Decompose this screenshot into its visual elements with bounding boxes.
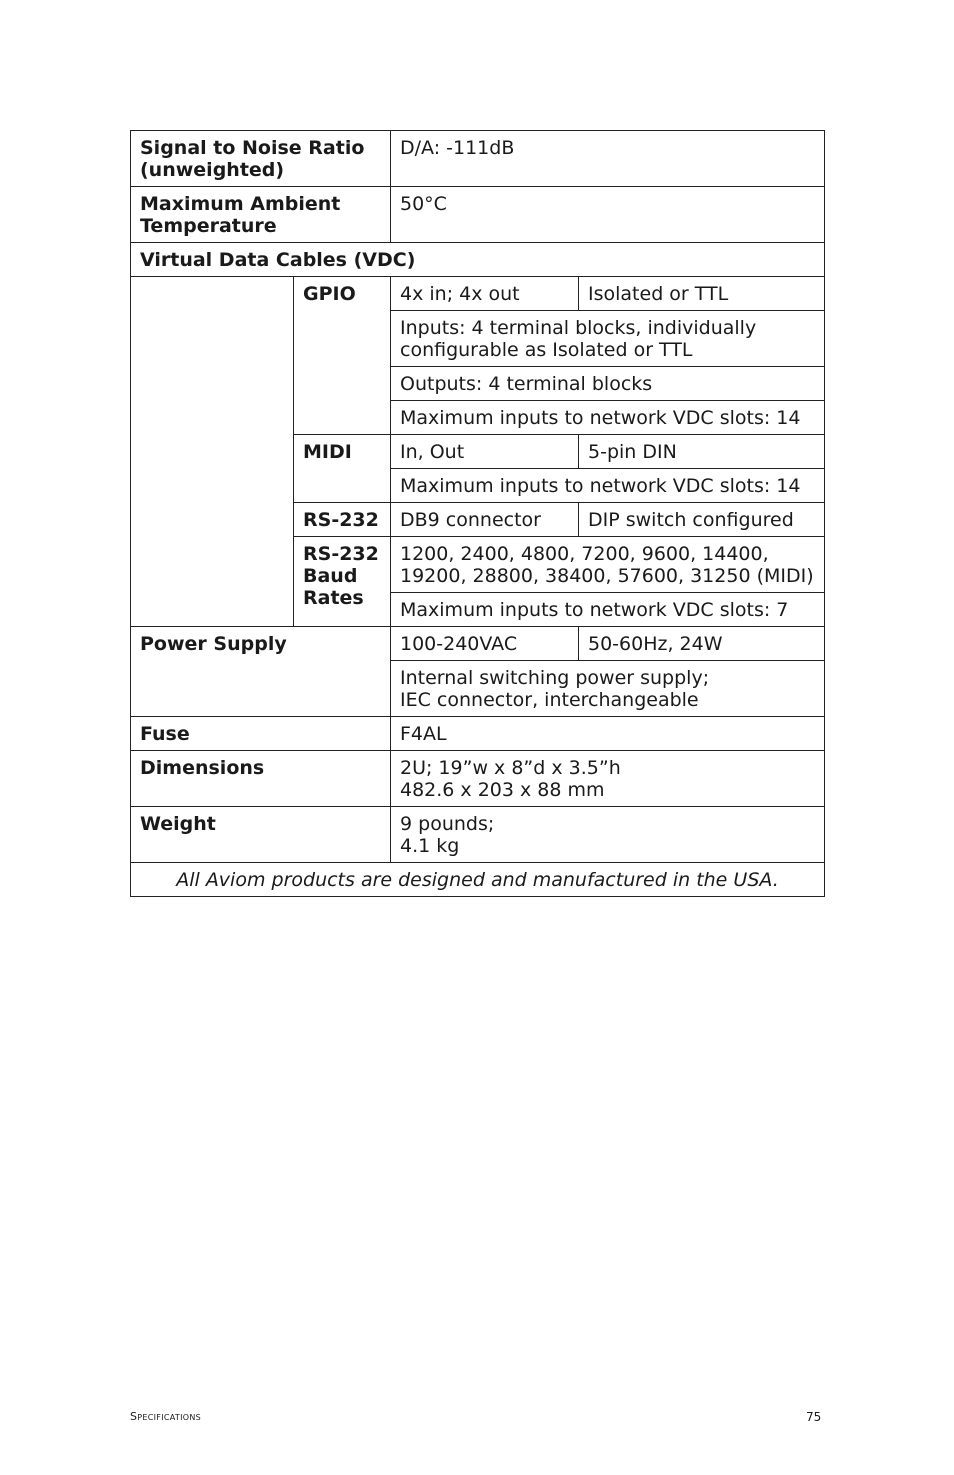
table-row xyxy=(131,187,825,243)
baud-max-slots: Maximum inputs to network VDC slots: 7 xyxy=(391,593,825,627)
snr-label: Signal to Noise Ratio (unweighted) xyxy=(131,131,391,187)
table-row xyxy=(131,243,825,277)
midi-connector: 5-pin DIN xyxy=(579,435,825,469)
weight-line1: 9 pounds; xyxy=(400,813,495,835)
spec-table xyxy=(130,130,825,897)
temperature-value: 50°C xyxy=(391,187,825,243)
dimensions-line1: 2U; 19”w x 8”d x 3.5”h xyxy=(400,757,621,779)
gpio-label: GPIO xyxy=(294,277,391,435)
table-row xyxy=(131,131,825,187)
table-row xyxy=(131,751,825,807)
midi-max-slots: Maximum inputs to network VDC slots: 14 xyxy=(391,469,825,503)
table-row xyxy=(131,863,825,897)
weight-label: Weight xyxy=(131,807,391,863)
rs232-config: DIP switch configured xyxy=(579,503,825,537)
baud-rates: 1200, 2400, 4800, 7200, 9600, 14400, 19200, 28800, 38400, 57600, 31250 (MIDI) xyxy=(391,537,825,593)
midi-label: MIDI xyxy=(294,435,391,503)
weight-value xyxy=(391,807,825,863)
dimensions-value xyxy=(391,751,825,807)
vdc-title: Virtual Data Cables (VDC) xyxy=(131,243,825,277)
gpio-io: 4x in; 4x out xyxy=(391,277,579,311)
gpio-outputs: Outputs: 4 terminal blocks xyxy=(391,367,825,401)
power-label: Power Supply xyxy=(131,627,391,717)
power-description xyxy=(391,661,825,717)
power-voltage: 100-240VAC xyxy=(391,627,579,661)
footer-section-title: Specifications xyxy=(130,1410,202,1423)
fuse-value: F4AL xyxy=(391,717,825,751)
rs232-connector: DB9 connector xyxy=(391,503,579,537)
dimensions-label: Dimensions xyxy=(131,751,391,807)
fuse-label: Fuse xyxy=(131,717,391,751)
rs232-label: RS-232 xyxy=(294,503,391,537)
midi-io: In, Out xyxy=(391,435,579,469)
table-row xyxy=(131,717,825,751)
table-row xyxy=(131,277,825,311)
table-row xyxy=(131,627,825,661)
vdc-indent-cell xyxy=(131,277,294,627)
footnote: All Aviom products are designed and manufactured in the USA. xyxy=(131,863,825,897)
gpio-type: Isolated or TTL xyxy=(579,277,825,311)
baud-label: RS-232 Baud Rates xyxy=(294,537,391,627)
snr-value: D/A: -111dB xyxy=(391,131,825,187)
power-desc-line2: IEC connector, interchangeable xyxy=(400,689,699,711)
power-desc-line1: Internal switching power supply; xyxy=(400,667,710,689)
gpio-max-slots: Maximum inputs to network VDC slots: 14 xyxy=(391,401,825,435)
temperature-label: Maximum Ambient Temperature xyxy=(131,187,391,243)
dimensions-line2: 482.6 x 203 x 88 mm xyxy=(400,779,605,801)
table-row xyxy=(131,807,825,863)
page-number: 75 xyxy=(806,1410,822,1424)
power-frequency: 50-60Hz, 24W xyxy=(579,627,825,661)
weight-line2: 4.1 kg xyxy=(400,835,460,857)
gpio-inputs: Inputs: 4 terminal blocks, individually configurable as Isolated or TTL xyxy=(391,311,825,367)
